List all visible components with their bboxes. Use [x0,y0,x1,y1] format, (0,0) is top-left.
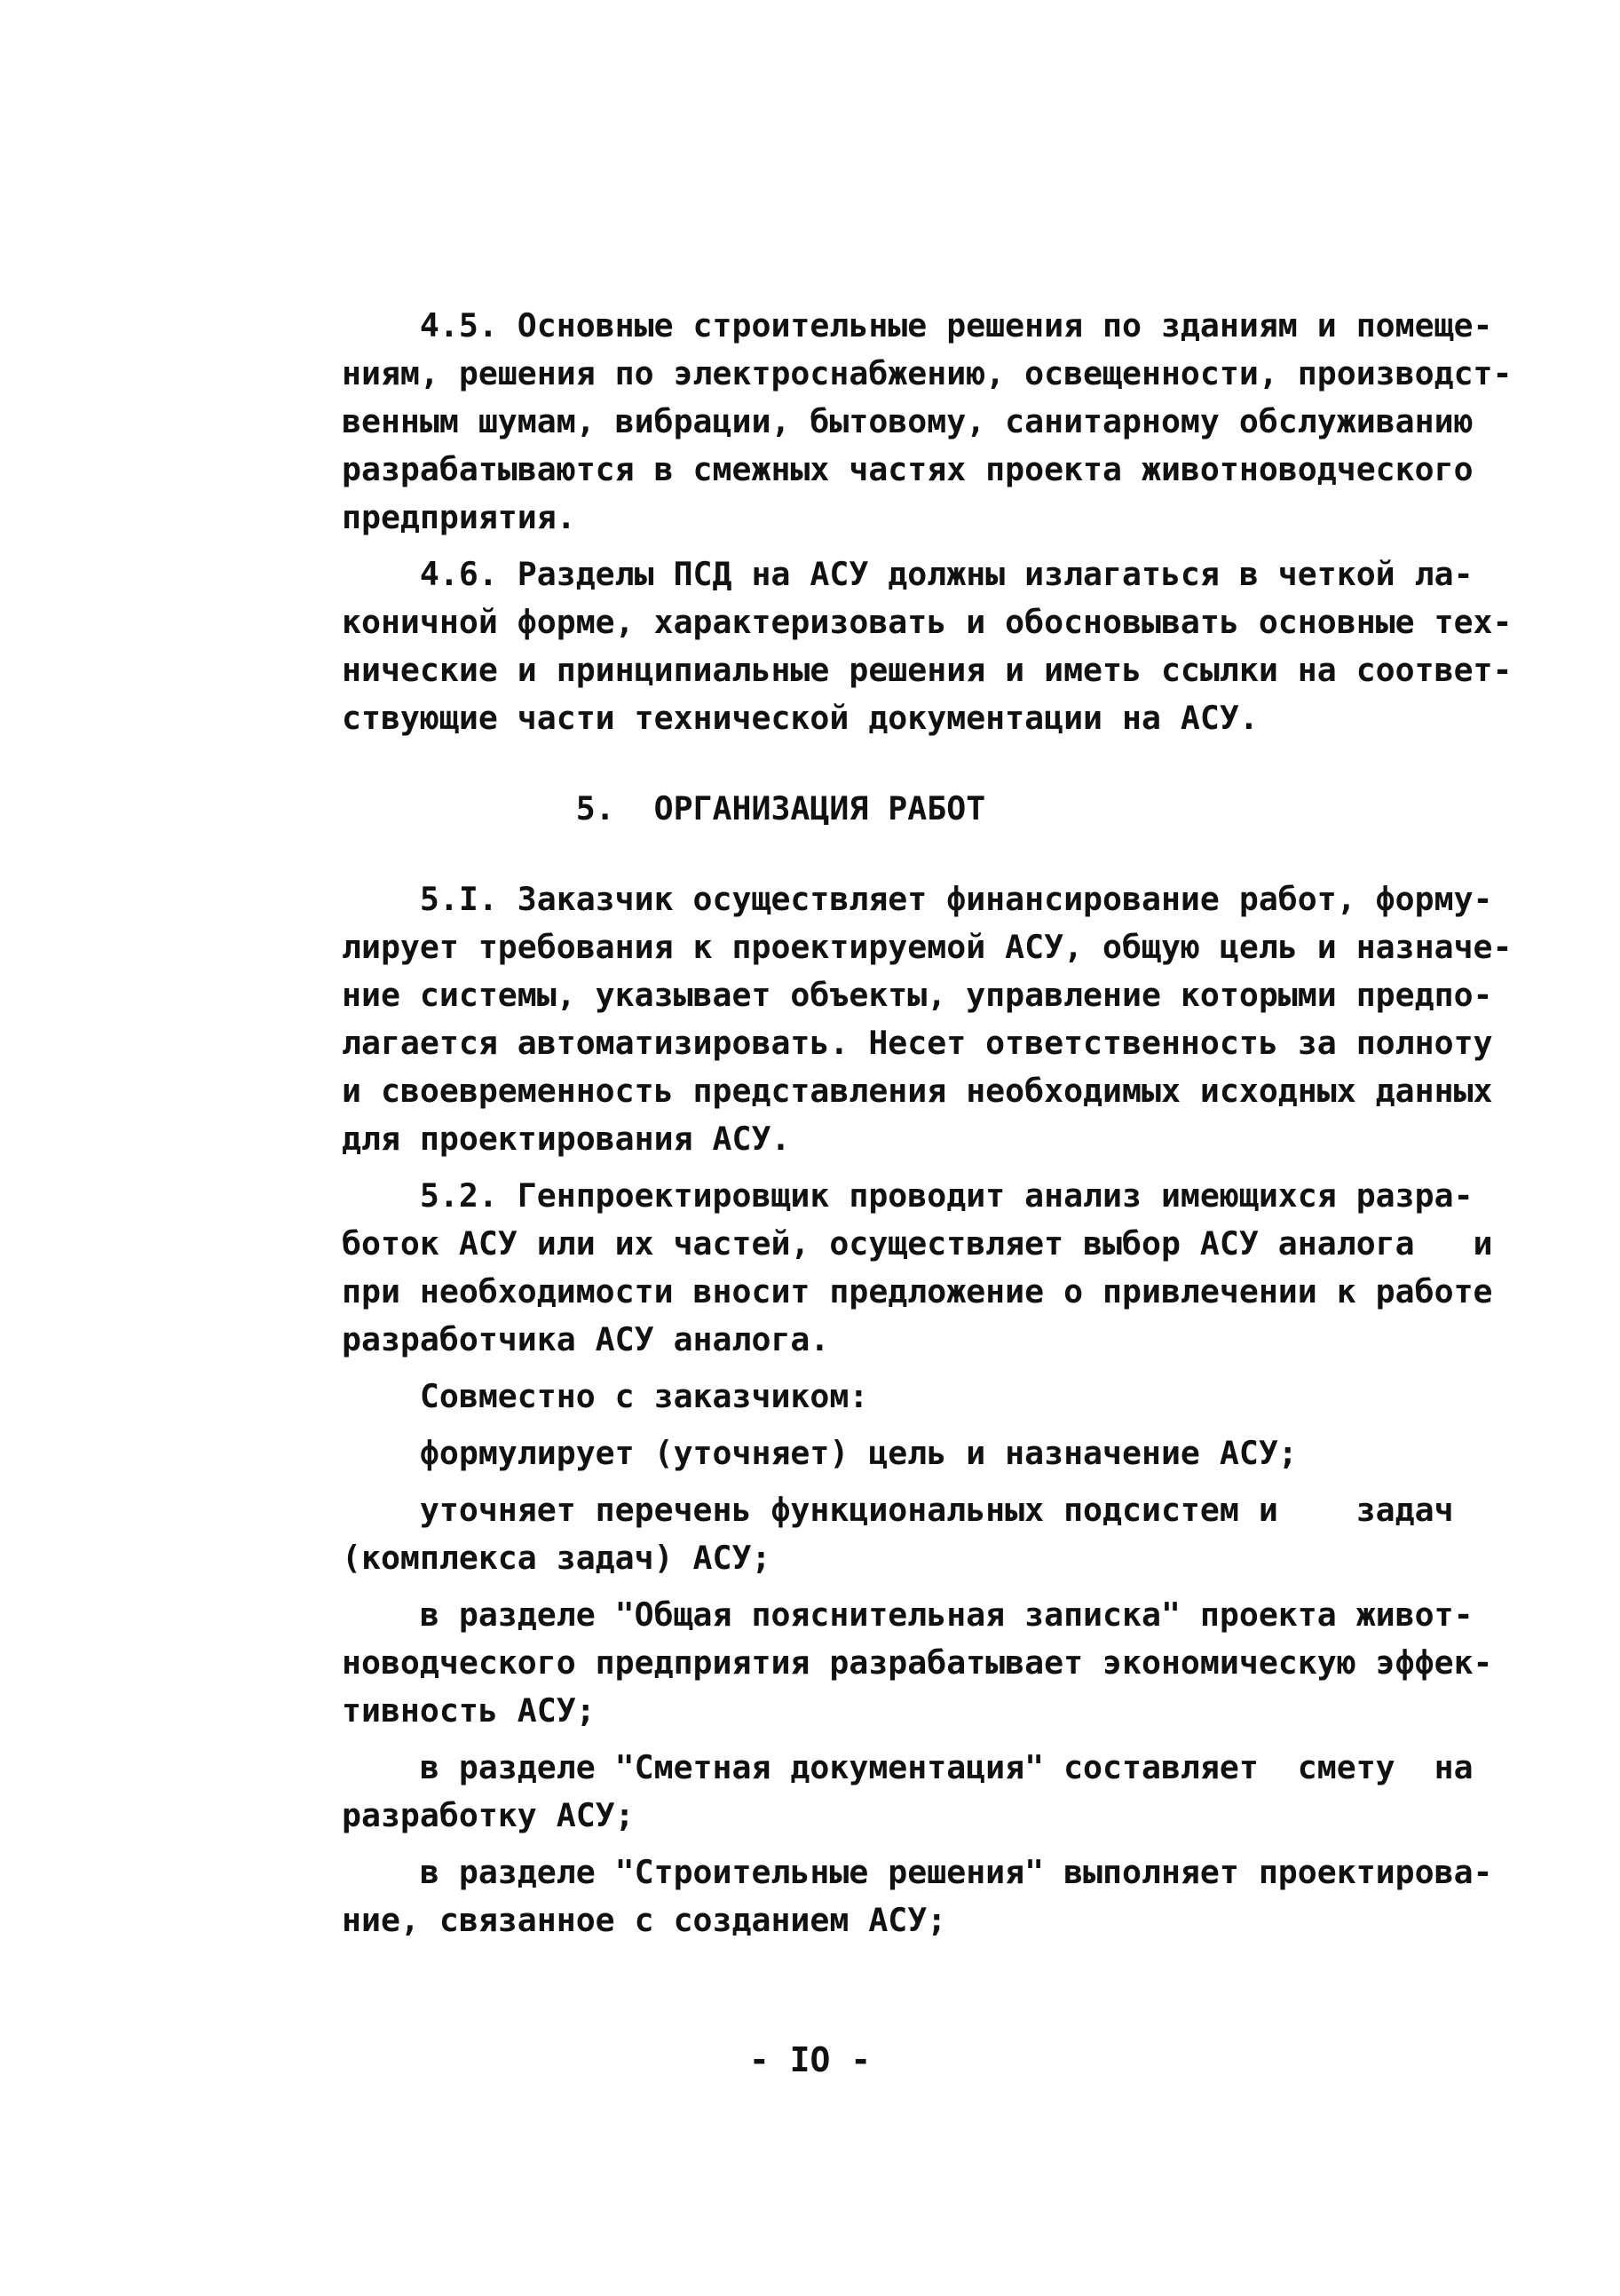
paragraph-4-6-line-2: коничной форме, характеризовать и обосновывать основные тех- [342,603,1513,641]
paragraph-4-5-line-1: 4.5. Основные строительные решения по зданиям и помеще- [342,306,1493,344]
section-spacer [342,833,1505,875]
paragraph-5-1-line-5: и своевременность представления необходимых исходных данных [342,1072,1493,1110]
document-body [342,302,1513,1944]
paragraph-5-2-line-4: разработчика АСУ аналога. [342,1320,830,1358]
list-item-explanatory-note-line-3: тивность АСУ; [342,1691,596,1730]
list-item-estimate-line-1: в разделе "Сметная документация" составляет смету на [342,1748,1474,1786]
paragraph-spacer [342,1364,1505,1373]
paragraph-5-1-line-4: лагается автоматизировать. Несет ответственность за полноту [342,1024,1493,1062]
list-item-estimate-line-2: разработку АСУ; [342,1796,635,1834]
jointly-with-customer-line: Совместно с заказчиком: [342,1377,869,1415]
paragraph-4-5-line-2: ниям, решения по электроснабжению, освещенности, производст- [342,354,1513,392]
paragraph-spacer [342,1421,1505,1429]
section-5-heading: 5. ОРГАНИЗАЦИЯ РАБОТ [342,789,986,827]
paragraph-4-6-line-1: 4.6. Разделы ПСД на АСУ должны излагаться в четкой ла- [342,555,1474,593]
paragraph-spacer [342,1582,1505,1591]
paragraph-4-5-line-5: предприятия. [342,498,576,536]
paragraph-5-1-line-3: ние системы, указывает объекты, управление которыми предпо- [342,976,1493,1014]
paragraph-spacer [342,1477,1505,1486]
paragraph-spacer [342,1840,1505,1849]
paragraph-4-6-line-4: ствующие части технической документации на АСУ. [342,699,1259,737]
list-item-formulates: формулирует (уточняет) цель и назначение АСУ; [342,1434,1298,1472]
paragraph-5-1-line-2: лирует требования к проектируемой АСУ, общую цель и назначе- [342,928,1513,966]
section-spacer [342,742,1505,785]
paragraph-5-2-line-3: при необходимости вносит предложение о привлечении к работе [342,1272,1493,1310]
list-item-specifies-line-2: (комплекса задач) АСУ; [342,1539,771,1577]
list-item-explanatory-note-line-2: новодческого предприятия разрабатывает экономическую эффек- [342,1643,1493,1682]
paragraph-5-1-line-6: для проектирования АСУ. [342,1120,791,1158]
paragraph-spacer [342,542,1505,550]
paragraph-spacer [342,1735,1505,1744]
paragraph-4-6-line-3: нические и принципиальные решения и иметь ссылки на соответ- [342,651,1513,689]
list-item-construction-line-1: в разделе "Строительные решения" выполняет проектирова- [342,1853,1493,1891]
list-item-specifies-line-1: уточняет перечень функциональных подсистем и задач [342,1491,1454,1529]
paragraph-4-5-line-4: разрабатываются в смежных частях проекта животноводческого [342,450,1474,488]
list-item-construction-line-2: ние, связанное с созданием АСУ; [342,1901,947,1939]
page-number: - IO - [748,2040,872,2079]
paragraph-5-2-line-2: боток АСУ или их частей, осуществляет выбор АСУ аналога и [342,1224,1493,1263]
list-item-explanatory-note-line-1: в разделе "Общая пояснительная записка" проекта живот- [342,1595,1474,1634]
paragraph-4-5-line-3: венным шумам, вибрации, бытовому, санитарному обслуживанию [342,402,1474,440]
paragraph-5-2-line-1: 5.2. Генпроектировщик проводит анализ имеющихся разра- [342,1176,1474,1215]
paragraph-5-1-line-1: 5.I. Заказчик осуществляет финансирование работ, форму- [342,880,1493,918]
paragraph-spacer [342,1163,1505,1172]
